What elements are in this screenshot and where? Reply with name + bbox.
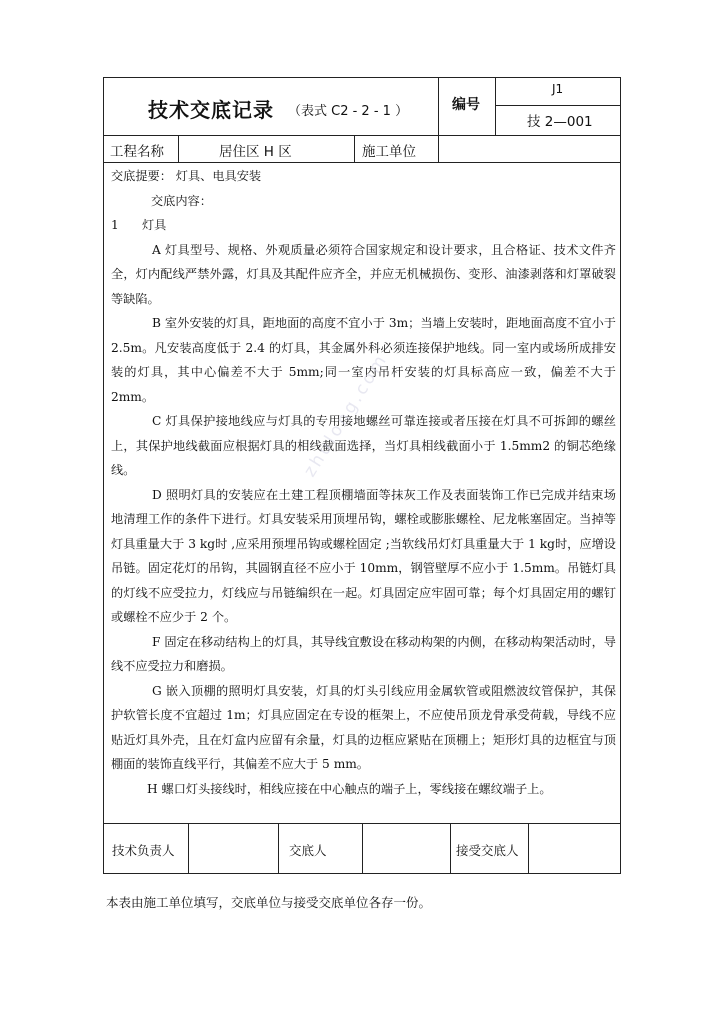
number-value: 技 2—001 — [527, 114, 593, 130]
paragraph-c: C 灯具保护接地线应与灯具的专用接地螺丝可靠连接或者压接在灯具不可拆卸的螺丝上，其保护地线截面应根据灯具的相线截面选择，当灯具相线截面小于 1.5mm2 的铜芯绝缘线。 — [111, 414, 616, 477]
divider — [278, 823, 279, 873]
disclosure-form — [103, 77, 621, 874]
number-top: J1 — [552, 82, 564, 96]
section-heading: 1 灯具 — [111, 218, 167, 232]
divider — [438, 78, 439, 135]
paragraph-d: D 照明灯具的安装应在土建工程顶棚墙面等抹灰工作及表面装饰工作已完成并结束场地清理工作的条件下进行。灯具安装采用顶埋吊钩，螺栓或膨胀螺栓、尼龙帐塞固定。当掉等灯具重量大于 3 kg时 ,应采用预埋吊钩或螺栓固定 ;当软线吊灯灯具重量大于 1 kg时，应增设吊链。固定花灯的吊钩，其圆钢直径不应小于 10mm，钢管壁厚不应小于 1.5mm。吊链灯具的灯线不应受拉力，灯线应与吊链编织在一起。灯具固定应牢固可靠；每个灯具固定用的螺钉或螺栓不应少于 2 个。 — [111, 487, 616, 624]
paragraph-b: B 室外安装的灯具，距地面的高度不宜小于 3m；当墙上安装时，距地面高度不宜小于 2.5m。凡安装高度低于 2.4 的灯具，其金属外科必须连接保护地线。同一室内或场所成排安装的灯具，其中心偏差不大于 5mm;同一室内吊杆安装的灯具标高应一致，偏差不大于 2mm。 — [111, 316, 616, 404]
divider — [450, 823, 451, 873]
divider — [438, 135, 439, 162]
disclosure-content — [111, 164, 616, 801]
paragraph-f: F 固定在移动结构上的灯具，其导线宜敷设在移动构架的内侧，在移动构架活动时，导线不应受拉力和磨损。 — [111, 634, 616, 673]
divider — [104, 135, 620, 136]
divider — [104, 162, 620, 163]
summary: 交底提要： 灯具、电具安装 — [111, 169, 262, 183]
footer-note: 本表由施工单位填写，交底单位与接受交底单位各存一份。 — [106, 895, 432, 910]
divider — [495, 105, 620, 106]
divider — [178, 135, 179, 162]
project-value: 居住区 H 区 — [219, 144, 292, 160]
paragraph-g: G 嵌入顶棚的照明灯具安装，灯具的灯头引线应用金属软管或阻燃波纹管保护，其保护软管长度不宜超过 1m；灯具应固定在专设的框架上，不应使吊顶龙骨承受荷载，导线不应贴近灯具外壳，且在灯盒内应留有余量，灯具的边框应紧贴在顶棚上；矩形灯具的边框宜与顶棚面的装饰直线平行，其偏差不应大于 5 mm。 — [111, 683, 616, 771]
constructor-label: 施工单位 — [362, 144, 416, 160]
paragraph-a: A 灯具型号、规格、外观质量必须符合国家规定和设计要求，且合格证、技术文件齐全，灯内配线严禁外露，灯具及其配件应齐全，并应无机械损伤、变形、油漆剥落和灯罩破裂等缺陷。 — [111, 242, 616, 306]
divider — [354, 135, 355, 162]
divider — [362, 823, 363, 873]
project-label: 工程名称 — [110, 144, 164, 160]
divider — [528, 823, 529, 873]
content-heading: 交底内容： — [151, 193, 212, 208]
form-type: （表式 C2 - 2 - 1 ） — [288, 104, 409, 119]
divider — [188, 823, 189, 873]
tech-lead-label: 技术负责人 — [112, 843, 175, 858]
number-label: 编号 — [452, 97, 480, 113]
discloser-label: 交底人 — [289, 843, 327, 858]
watermark: zhulong.com — [300, 349, 393, 481]
divider — [495, 78, 496, 135]
receiver-label: 接受交底人 — [456, 843, 519, 858]
paragraph-h: H 螺口灯头接线时，相线应接在中心触点的端子上，零线接在螺纹端子上。 — [147, 781, 552, 796]
form-title: 技术交底记录 — [148, 98, 274, 122]
